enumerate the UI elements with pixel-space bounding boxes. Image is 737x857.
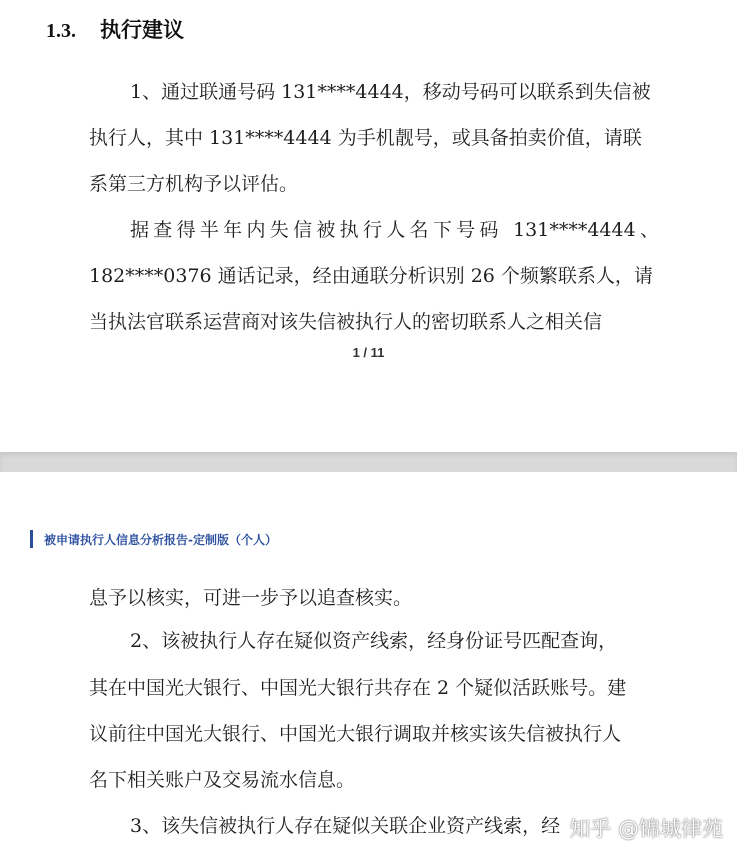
page-number: 1 / 11 bbox=[352, 345, 385, 360]
watermark: 知乎 @锦城律苑 bbox=[569, 817, 723, 841]
paragraph-line: 据查得半年内失信被执行人名下号码 131****4444、 bbox=[130, 219, 659, 241]
page-separator bbox=[0, 452, 737, 472]
document-page-2 bbox=[0, 472, 737, 857]
paragraph-line: 执行人，其中 131****4444 为手机靓号，或具备拍卖价值，请联 bbox=[89, 127, 642, 149]
paragraph-line: 182****0376 通话记录，经由通联分析识别 26 个频繁联系人，请 bbox=[89, 265, 653, 287]
paragraph-line: 系第三方机构予以评估。 bbox=[89, 173, 299, 195]
section-title: 执行建议 bbox=[100, 17, 184, 42]
paragraph-line: 名下相关账户及交易流水信息。 bbox=[89, 769, 356, 791]
running-header: 被申请执行人信息分析报告-定制版（个人） bbox=[44, 533, 277, 547]
section-heading bbox=[46, 14, 184, 44]
section-number: 1.3. bbox=[46, 20, 76, 42]
paragraph-line: 3、该失信被执行人存在疑似关联企业资产线索，经 bbox=[130, 815, 561, 837]
paragraph-line: 2、该被执行人存在疑似资产线索，经身份证号匹配查询， bbox=[130, 630, 618, 652]
paragraph-line: 当执法官联系运营商对该失信被执行人的密切联系人之相关信 bbox=[89, 311, 603, 333]
header-accent-bar bbox=[30, 530, 33, 548]
paragraph-line: 议前往中国光大银行、中国光大银行调取并核实该失信被执行人 bbox=[89, 723, 622, 745]
paragraph-line: 其在中国光大银行、中国光大银行共存在 2 个疑似活跃账号。建 bbox=[89, 677, 627, 699]
paragraph-line: 1、通过联通号码 131****4444，移动号码可以联系到失信被 bbox=[130, 81, 651, 103]
paragraph-line: 息予以核实，可进一步予以追查核实。 bbox=[89, 587, 413, 609]
